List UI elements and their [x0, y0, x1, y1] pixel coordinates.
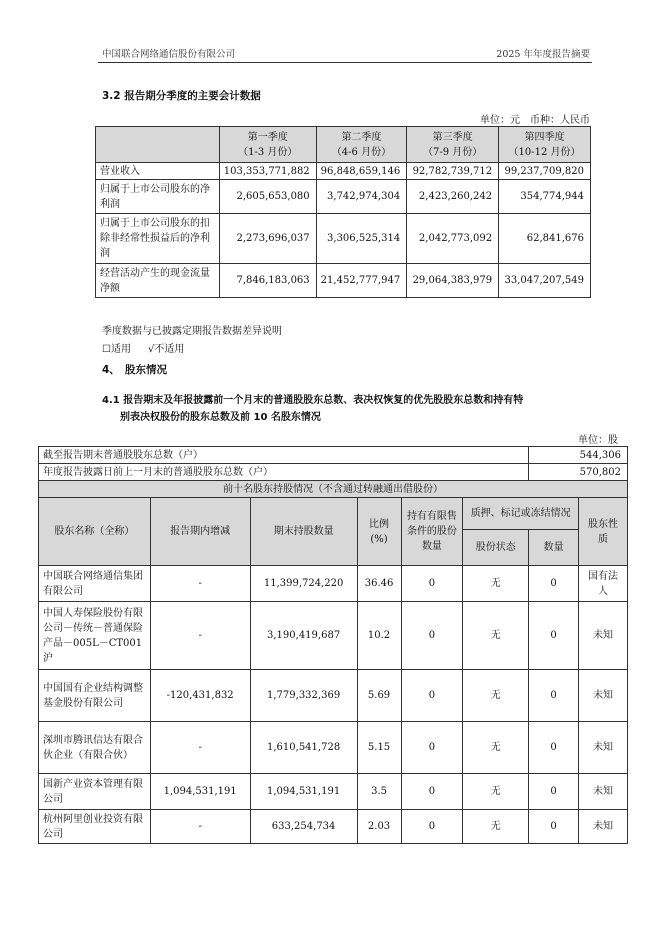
- shareholder-name: 深圳市腾讯信达有限合伙企业（有限合伙）: [39, 722, 151, 774]
- held: 1,094,531,191: [250, 774, 357, 810]
- cell-value: 29,064,383,979: [407, 264, 499, 298]
- nature: 未知: [579, 774, 628, 810]
- ratio: 5.15: [357, 722, 401, 774]
- restricted: 0: [401, 774, 463, 810]
- nature: 未知: [579, 602, 628, 670]
- section-4-1-title-line2: 别表决权股份的股东总数及前 10 名股东情况: [120, 412, 321, 423]
- change: -: [150, 566, 250, 602]
- quarter-header: 第一季度 （1-3 月份）: [219, 127, 316, 163]
- pledge-qty: 0: [529, 670, 579, 722]
- held: 1,610,541,728: [250, 722, 357, 774]
- shareholder-name: 中国联合网络通信集团有限公司: [39, 566, 151, 602]
- col-header-change: 报告期内增减: [150, 498, 250, 566]
- col-header-name: 股东名称（全称）: [39, 498, 151, 566]
- cell-value: 2,273,696,037: [219, 214, 316, 264]
- difference-note: 季度数据与已披露定期报告数据差异说明: [102, 326, 282, 337]
- shareholder-table: [38, 446, 628, 844]
- quarter-header: 第四季度 （10-12 月份）: [499, 127, 591, 163]
- summary-row: [39, 447, 628, 464]
- col-header-ratio: 比例(%): [357, 498, 401, 566]
- change: -: [150, 602, 250, 670]
- col-header-nature: 股东性质: [579, 498, 628, 566]
- row-label: 经营活动产生的现金流量净额: [96, 264, 220, 298]
- restricted: 0: [401, 810, 463, 844]
- change: -: [150, 810, 250, 844]
- pledge-qty: 0: [529, 722, 579, 774]
- held: 3,190,419,687: [250, 602, 357, 670]
- quarterly-header-row: [96, 127, 591, 163]
- held: 1,779,332,369: [250, 670, 357, 722]
- restricted: 0: [401, 722, 463, 774]
- top10-title: 前十名股东持股情况（不含通过转融通出借股份）: [39, 481, 628, 498]
- shareholder-name: 中国人寿保险股份有限公司－传统－普通保险产品－005L－CT001 沪: [39, 602, 151, 670]
- held: 11,399,724,220: [250, 566, 357, 602]
- table-row: [96, 163, 591, 180]
- table-row: [39, 774, 628, 810]
- nature: 国有法人: [579, 566, 628, 602]
- top10-title-row: [39, 481, 628, 498]
- pledge-status: 无: [463, 566, 529, 602]
- ratio: 3.5: [357, 774, 401, 810]
- summary-label: 截至报告期末普通股股东总数（户）: [39, 447, 529, 464]
- shareholder-unit: 单位：股: [578, 435, 618, 446]
- quarterly-header-blank: [96, 127, 220, 163]
- table-row: [39, 602, 628, 670]
- summary-value: 570,802: [529, 464, 628, 481]
- col-header-pledge: 质押、标记或冻结情况: [463, 498, 579, 530]
- section-3-2-title: 3.2 报告期分季度的主要会计数据: [102, 90, 261, 102]
- change: 1,094,531,191: [150, 774, 250, 810]
- column-header-row: [39, 498, 628, 530]
- restricted: 0: [401, 670, 463, 722]
- shareholder-name: 中国国有企业结构调整基金股份有限公司: [39, 670, 151, 722]
- pledge-status: 无: [463, 602, 529, 670]
- pledge-status: 无: [463, 810, 529, 844]
- cell-value: 92,782,739,712: [407, 163, 499, 180]
- table-row: [96, 264, 591, 298]
- restricted: 0: [401, 566, 463, 602]
- row-label: 归属于上市公司股东的净利润: [96, 180, 220, 214]
- cell-value: 2,042,773,092: [407, 214, 499, 264]
- row-label: 营业收入: [96, 163, 220, 180]
- col-header-pledge-status: 股份状态: [463, 530, 529, 566]
- header-divider: [98, 62, 592, 63]
- cell-value: 3,306,525,314: [316, 214, 407, 264]
- quarterly-table: [95, 126, 591, 298]
- table-row: [96, 180, 591, 214]
- pledge-qty: 0: [529, 810, 579, 844]
- table-row: [39, 566, 628, 602]
- header-report-title: 2025 年年度报告摘要: [496, 49, 590, 60]
- cell-value: 99,237,709,820: [499, 163, 591, 180]
- cell-value: 354,774,944: [499, 180, 591, 214]
- option-not-applicable: √不适用: [148, 344, 185, 355]
- summary-row: [39, 464, 628, 481]
- nature: 未知: [579, 810, 628, 844]
- quarterly-unit: 单位：元 币种：人民币: [480, 115, 590, 126]
- pledge-qty: 0: [529, 566, 579, 602]
- header-company: 中国联合网络通信股份有限公司: [102, 49, 236, 60]
- pledge-qty: 0: [529, 602, 579, 670]
- restricted: 0: [401, 602, 463, 670]
- cell-value: 103,353,771,882: [219, 163, 316, 180]
- pledge-status: 无: [463, 774, 529, 810]
- table-row: [39, 810, 628, 844]
- change: -120,431,832: [150, 670, 250, 722]
- cell-value: 7,846,183,063: [219, 264, 316, 298]
- table-row: [39, 670, 628, 722]
- cell-value: 62,841,676: [499, 214, 591, 264]
- col-header-pledge-qty: 数量: [529, 530, 579, 566]
- ratio: 10.2: [357, 602, 401, 670]
- nature: 未知: [579, 722, 628, 774]
- table-row: [96, 214, 591, 264]
- row-label: 归属于上市公司股东的扣除非经常性损益后的净利润: [96, 214, 220, 264]
- cell-value: 96,848,659,146: [316, 163, 407, 180]
- shareholder-name: 杭州阿里创业投资有限公司: [39, 810, 151, 844]
- summary-value: 544,306: [529, 447, 628, 464]
- option-applicable: ☐适用: [102, 344, 131, 355]
- section-4-title: 4、 股东情况: [102, 364, 168, 376]
- change: -: [150, 722, 250, 774]
- nature: 未知: [579, 670, 628, 722]
- cell-value: 3,742,974,304: [316, 180, 407, 214]
- cell-value: 33,047,207,549: [499, 264, 591, 298]
- table-row: [39, 722, 628, 774]
- ratio: 2.03: [357, 810, 401, 844]
- ratio: 5.69: [357, 670, 401, 722]
- cell-value: 2,605,653,080: [219, 180, 316, 214]
- pledge-qty: 0: [529, 774, 579, 810]
- col-header-restricted: 持有有限售条件的股份数量: [401, 498, 463, 566]
- section-4-1-title-line1: 4.1 报告期末及年报披露前一个月末的普通股股东总数、表决权恢复的优先股股东总数和持有特: [102, 395, 524, 406]
- pledge-status: 无: [463, 722, 529, 774]
- col-header-held: 期末持股数量: [250, 498, 357, 566]
- quarter-header: 第二季度 （4-6 月份）: [316, 127, 407, 163]
- cell-value: 21,452,777,947: [316, 264, 407, 298]
- quarter-header: 第三季度 （7-9 月份）: [407, 127, 499, 163]
- ratio: 36.46: [357, 566, 401, 602]
- cell-value: 2,423,260,242: [407, 180, 499, 214]
- summary-label: 年度报告披露日前上一月末的普通股股东总数（户）: [39, 464, 529, 481]
- held: 633,254,734: [250, 810, 357, 844]
- pledge-status: 无: [463, 670, 529, 722]
- shareholder-name: 国新产业资本管理有限公司: [39, 774, 151, 810]
